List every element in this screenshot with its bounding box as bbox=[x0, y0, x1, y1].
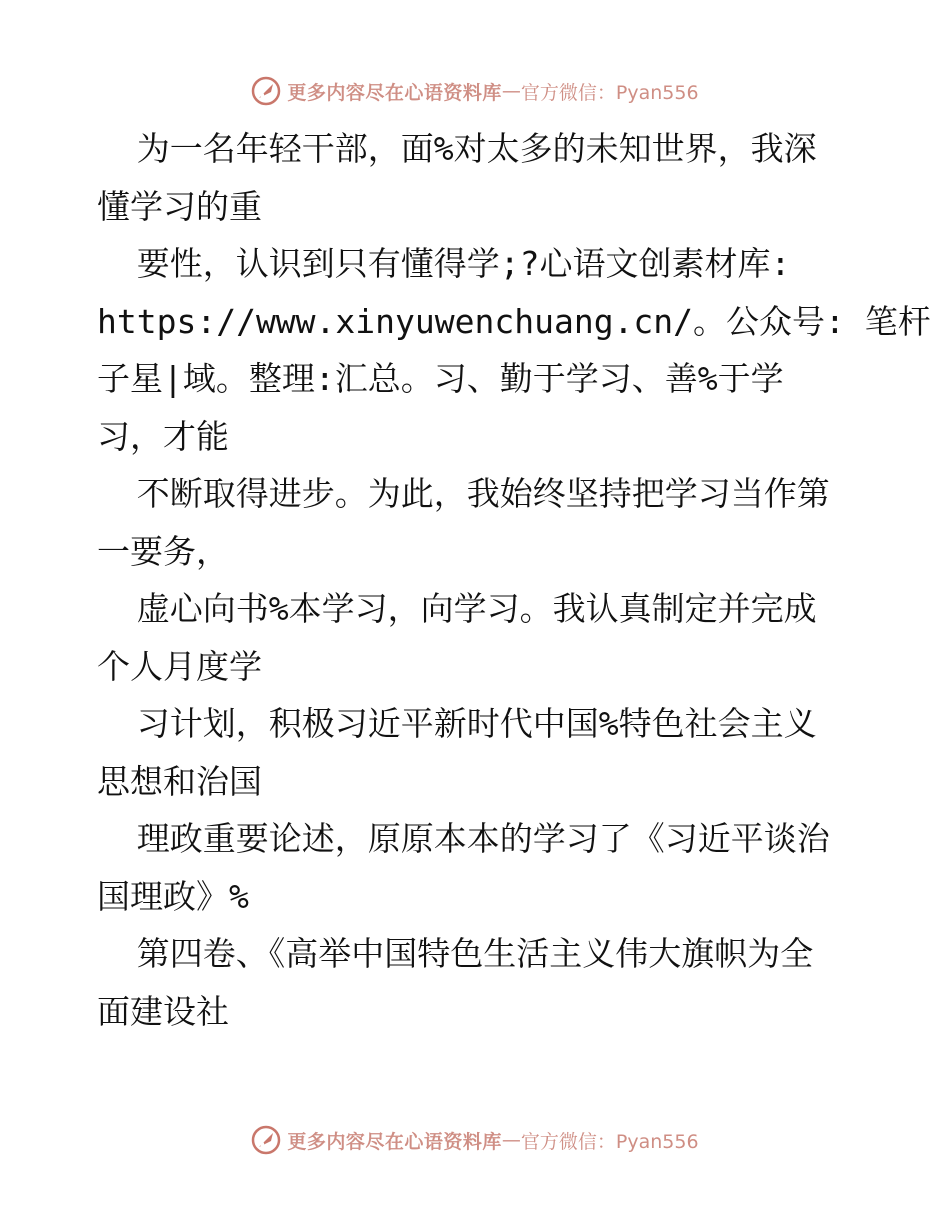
body-line: 不断取得进步。为此，我始终坚持把学习当作第 bbox=[97, 474, 830, 513]
header-banner-dash: — bbox=[501, 80, 521, 102]
footer-banner-dash: — bbox=[501, 1129, 521, 1151]
body-line: 理政重要论述，原原本本的学习了《习近平谈治 bbox=[97, 819, 830, 858]
body-line: 思想和治国 bbox=[97, 761, 262, 801]
header-banner-text: 更多内容尽在心语资料库 bbox=[287, 81, 502, 104]
footer-banner-wechat: 官方微信：Pyan556 bbox=[520, 1130, 699, 1153]
body-line: 懂学习的重 bbox=[97, 186, 262, 226]
quill-logo-icon bbox=[251, 1125, 281, 1155]
body-line: 虚心向书%本学习，向学习。我认真制定并完成 bbox=[97, 589, 817, 628]
document-body bbox=[97, 120, 931, 1040]
body-line: 个人月度学 bbox=[97, 646, 262, 686]
body-line: https://www.xinyuwenchuang.cn/。公众号: 笔杆 bbox=[97, 301, 931, 341]
body-line: 第四卷、《高举中国特色生活主义伟大旗帜为全 bbox=[97, 934, 814, 973]
body-line: 习，才能 bbox=[97, 416, 229, 456]
body-line: 要性，认识到只有懂得学;?心语文创素材库: bbox=[97, 244, 791, 283]
body-line: 面建设社 bbox=[97, 991, 229, 1031]
header-banner-wechat: 官方微信：Pyan556 bbox=[520, 81, 699, 104]
body-line: 一要务， bbox=[97, 531, 229, 571]
body-line: 国理政》% bbox=[97, 876, 249, 916]
body-line: 为一名年轻干部，面%对太多的未知世界，我深 bbox=[97, 129, 817, 168]
body-line: 习计划，积极习近平新时代中国%特色社会主义 bbox=[97, 704, 817, 743]
header-watermark-banner bbox=[0, 71, 950, 111]
body-line: 子星|域。整理:汇总。习、勤于学习、善%于学 bbox=[97, 359, 784, 398]
footer-banner-text: 更多内容尽在心语资料库 bbox=[287, 1130, 502, 1153]
footer-watermark-banner bbox=[0, 1120, 950, 1160]
quill-logo-icon bbox=[251, 76, 281, 106]
